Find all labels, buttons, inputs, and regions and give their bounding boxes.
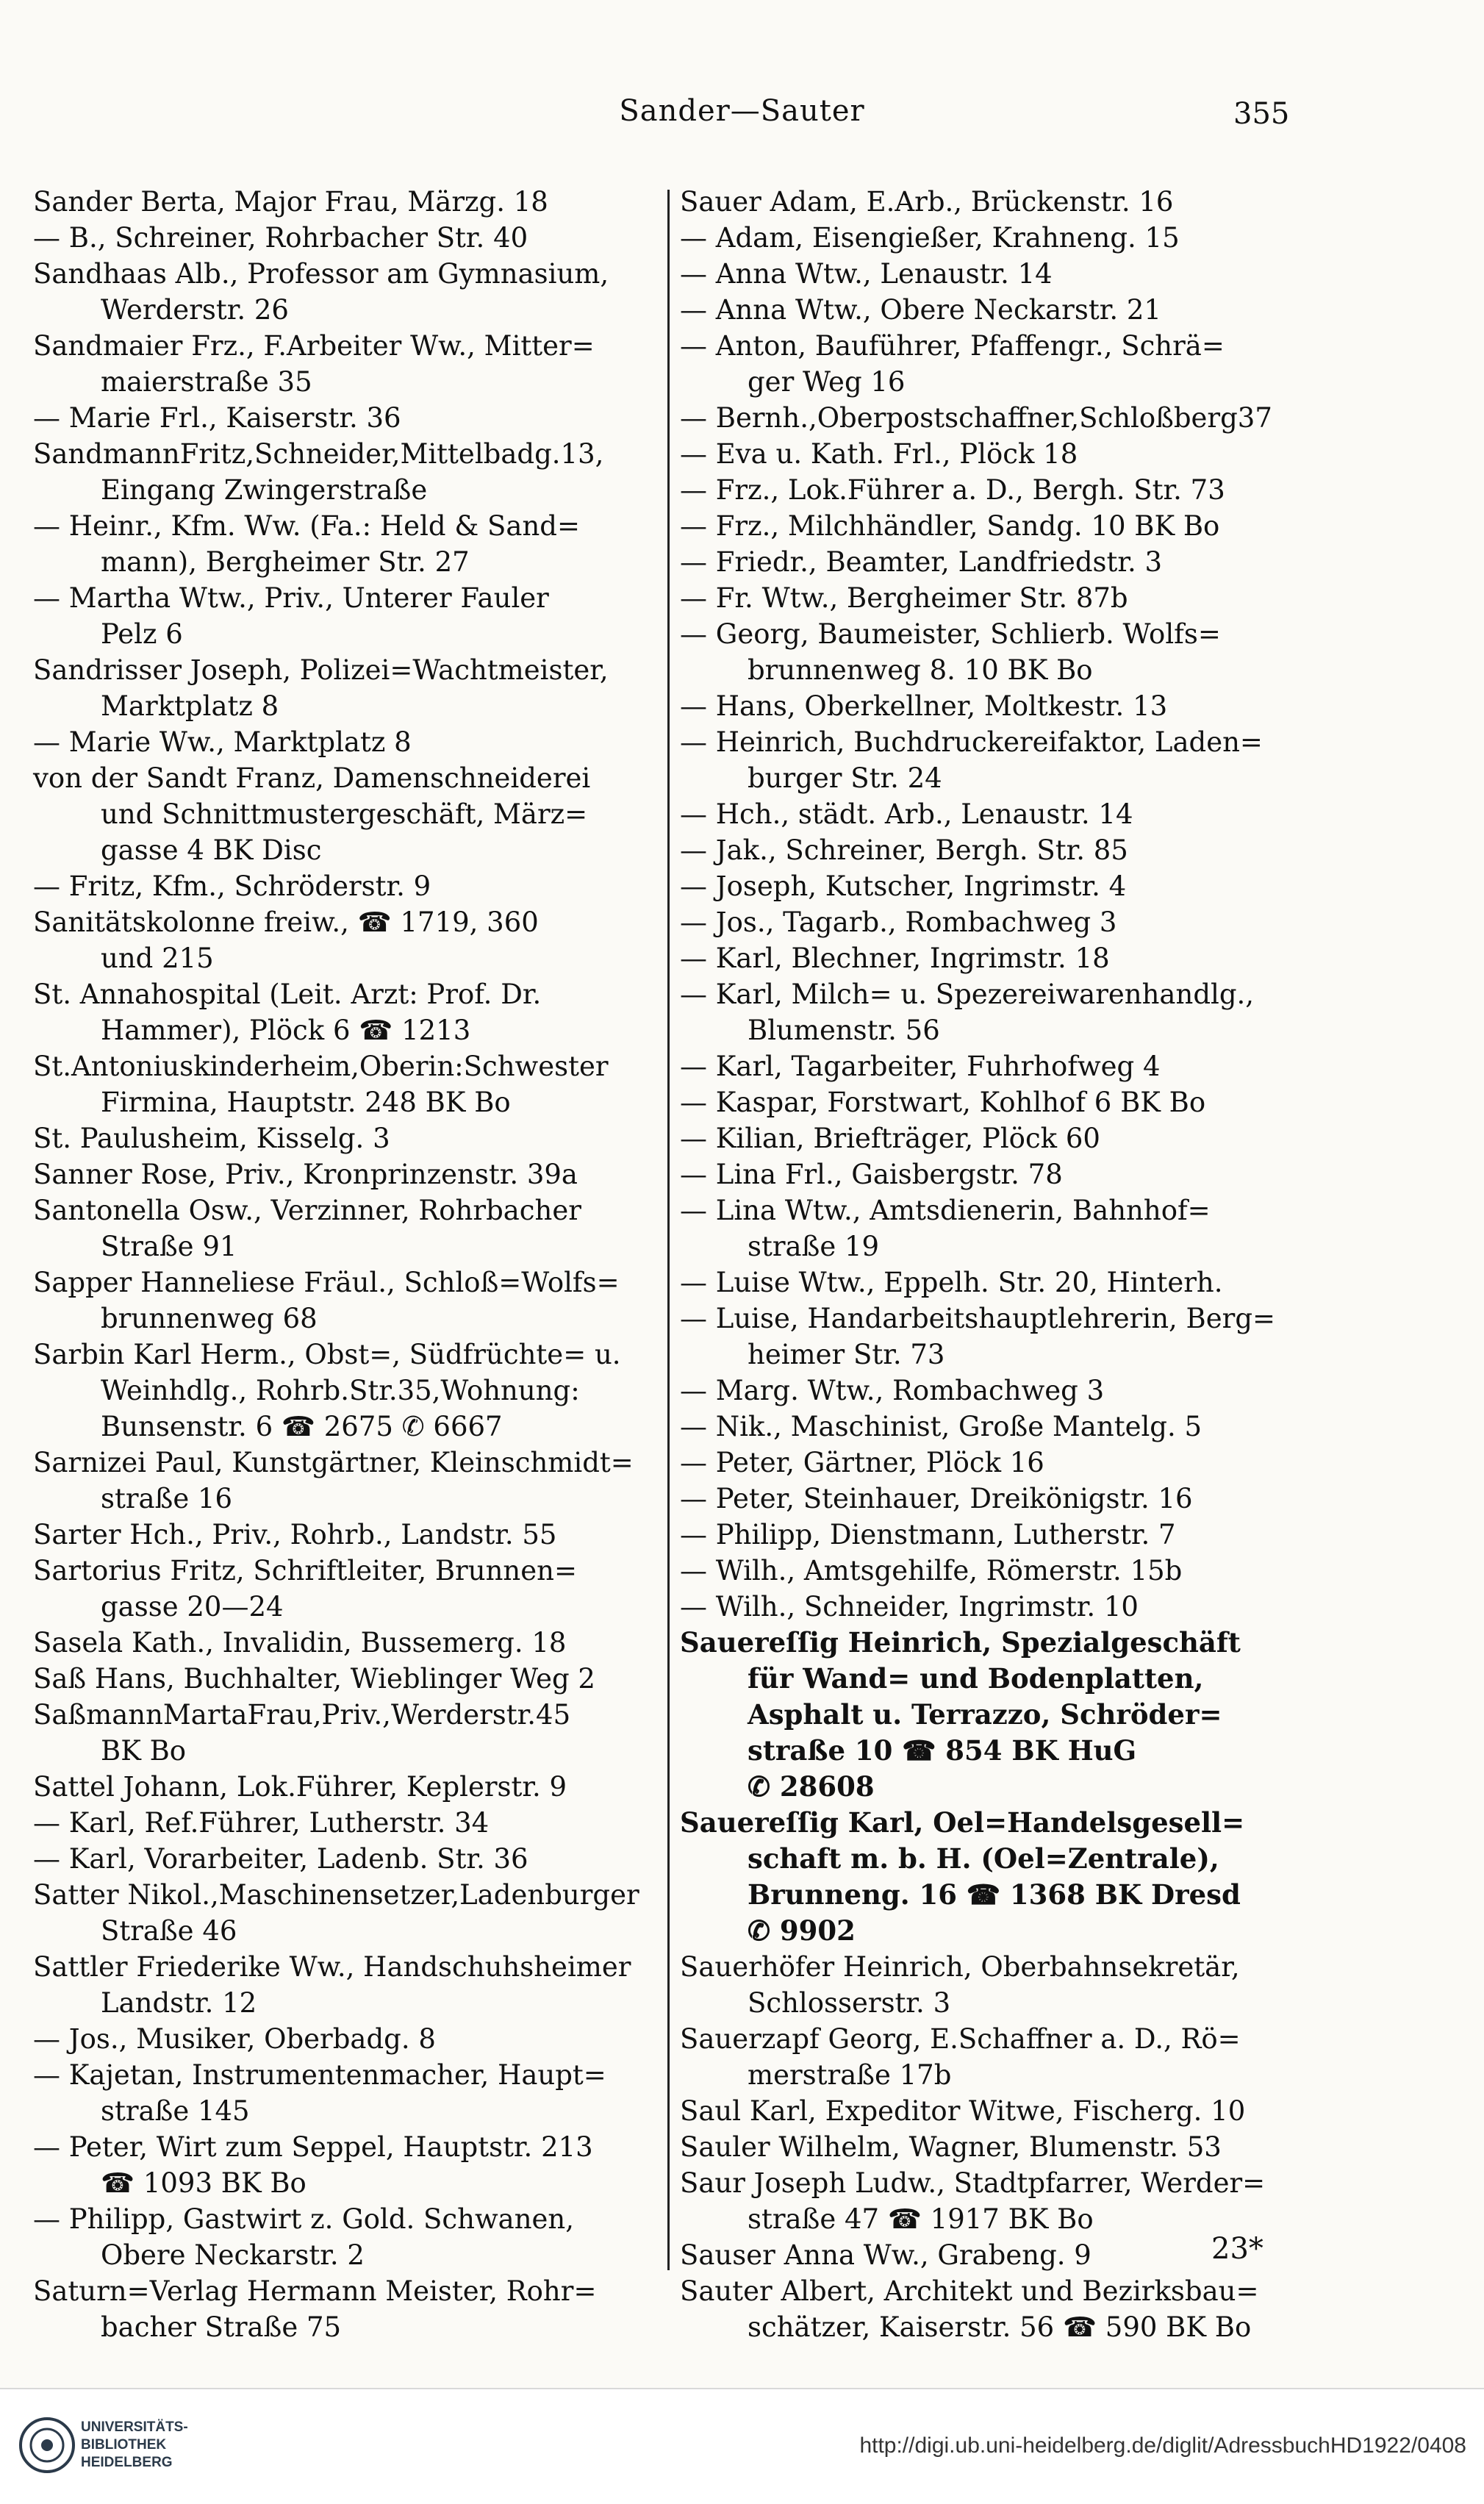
entry-continuation-line: straße 16 [101,1483,233,1514]
entry-line: — Kilian, Briefträger, Plöck 60 [680,1123,1100,1154]
directory-entry [680,904,1319,940]
entry-line: SaßmannMartaFrau,Priv.,Werderstr.45 [33,1699,571,1731]
entry-line: — Wilh., Amtsgehilfe, Römerstr. 15b [680,1555,1183,1587]
directory-entry [680,1120,1319,1156]
entry-line: — Fr. Wtw., Bergheimer Str. 87b [680,582,1128,614]
entry-line: — Luise Wtw., Eppelh. Str. 20, Hinterh. [680,1267,1223,1298]
directory-entry [33,2021,680,2057]
entry-continuation-line: Asphalt u. Terrazzo, Schröder= [748,1698,1222,1731]
directory-entry [680,292,1319,328]
entry-continuation-line: Schlosserstr. 3 [748,1987,951,2019]
entry-line: — Joseph, Kutscher, Ingrimstr. 4 [680,870,1127,902]
entry-line: Sandmaier Frz., F.Arbeiter Ww., Mitter= [33,330,595,362]
entry-continuation-line: und 215 [101,942,214,974]
directory-entry [680,1625,1319,1805]
entry-continuation-line: Werderstr. 26 [101,294,289,326]
entry-line: — Fritz, Kfm., Schröderstr. 9 [33,870,431,902]
directory-entry [680,796,1319,832]
directory-entry [680,1445,1319,1481]
entry-continuation-line: ✆ 28608 [748,1770,875,1803]
entry-line: Sauerzapf Georg, E.Schaffner a. D., Rö= [680,2023,1241,2055]
running-header-title: Sander—Sauter [619,94,865,128]
entry-line: — Karl, Vorarbeiter, Ladenb. Str. 36 [33,1843,528,1875]
directory-entry [680,832,1319,868]
directory-entry [33,1120,680,1156]
entry-continuation-line: und Schnittmustergeschäft, März= [101,798,588,830]
entry-line: Sattel Johann, Lok.Führer, Keplerstr. 9 [33,1771,567,1803]
entry-line: Sarter Hch., Priv., Rohrb., Landstr. 55 [33,1519,557,1550]
directory-entry [680,472,1319,508]
entry-continuation-line: straße 10 ☎ 854 BK HuG [748,1734,1137,1767]
directory-entry [680,2021,1319,2093]
directory-entry [680,508,1319,544]
entry-continuation-line: Bunsenstr. 6 ☎ 2675 ✆ 6667 [101,1411,503,1442]
directory-entry [680,724,1319,796]
directory-entry [33,184,680,220]
entry-line: — Frz., Lok.Führer a. D., Bergh. Str. 73 [680,474,1225,506]
entry-continuation-line: brunnenweg 8. 10 BK Bo [748,654,1093,686]
entry-line: — Jak., Schreiner, Bergh. Str. 85 [680,834,1128,866]
directory-entry [33,1337,680,1445]
entry-continuation-line: für Wand= und Bodenplatten, [748,1662,1204,1695]
entry-line: — Friedr., Beamter, Landfriedstr. 3 [680,546,1163,578]
directory-entry [680,1949,1319,2021]
directory-entry [33,2057,680,2129]
directory-entry [33,1769,680,1805]
entry-continuation-line: bacher Straße 75 [101,2311,342,2343]
entry-continuation-line: Pelz 6 [101,618,183,650]
entry-line: Sauser Anna Ww., Grabeng. 9 [680,2239,1092,2271]
entry-line: Sander Berta, Major Frau, Märzg. 18 [33,186,548,218]
entry-line: — Anna Wtw., Lenaustr. 14 [680,258,1053,290]
entry-continuation-line: Hammer), Plöck 6 ☎ 1213 [101,1015,471,1046]
directory-entry [33,2273,680,2345]
entry-continuation-line: Straße 91 [101,1231,237,1262]
entry-line: — Peter, Gärtner, Plöck 16 [680,1447,1044,1478]
directory-entry [680,2129,1319,2165]
entry-continuation-line: BK Bo [101,1735,187,1767]
library-logo-text: UNIVERSITÄTS- BIBLIOTHEK HEIDELBERG [81,2419,188,2470]
directory-entry [33,1877,680,1949]
directory-entry [680,1517,1319,1553]
entry-line: — Martha Wtw., Priv., Unterer Fauler [33,582,549,614]
entry-continuation-line: merstraße 17b [748,2059,952,2091]
entry-line: Sanner Rose, Priv., Kronprinzenstr. 39a [33,1159,578,1190]
entry-line: von der Sandt Franz, Damenschneiderei [33,762,591,794]
directory-entry [33,1697,680,1769]
entry-line: — Jos., Musiker, Oberbadg. 8 [33,2023,436,2055]
entry-line: Saul Karl, Expeditor Witwe, Fischerg. 10 [680,2095,1246,2127]
directory-entry [680,1264,1319,1301]
entry-line: — Nik., Maschinist, Große Mantelg. 5 [680,1411,1202,1442]
entry-continuation-line: Weinhdlg., Rohrb.Str.35,Wohnung: [101,1375,580,1406]
directory-entry [33,724,680,760]
entry-continuation-line: Eingang Zwingerstraße [101,474,428,506]
directory-entry [33,1625,680,1661]
directory-entry [33,400,680,436]
entry-continuation-line: schaft m. b. H. (Oel=Zentrale), [748,1842,1219,1875]
page-number: 355 [1233,97,1290,131]
entry-continuation-line: ✆ 9902 [748,1914,856,1947]
directory-entry [33,436,680,508]
directory-entry [33,1553,680,1625]
directory-entry [680,1409,1319,1445]
entry-line: — Hch., städt. Arb., Lenaustr. 14 [680,798,1133,830]
entry-continuation-line: straße 19 [748,1231,880,1262]
entry-line: — Peter, Steinhauer, Dreikönigstr. 16 [680,1483,1193,1514]
directory-entry [680,1301,1319,1373]
entry-line: St.Antoniuskinderheim,Oberin:Schwester [33,1051,609,1082]
entry-line: — Georg, Baumeister, Schlierb. Wolfs= [680,618,1221,650]
entry-line: — Wilh., Schneider, Ingrimstr. 10 [680,1591,1139,1623]
directory-entry [33,760,680,868]
directory-entry [33,652,680,724]
entry-line: — Peter, Wirt zum Seppel, Hauptstr. 213 [33,2131,593,2163]
directory-entry [33,904,680,976]
entry-line: Sapper Hanneliese Fräul., Schloß=Wolfs= [33,1267,620,1298]
entry-line: — Karl, Ref.Führer, Lutherstr. 34 [33,1807,490,1839]
entry-line: — Karl, Blechner, Ingrimstr. 18 [680,942,1110,974]
entry-continuation-line: Landstr. 12 [101,1987,257,2019]
entry-continuation-line: maierstraße 35 [101,366,312,398]
entry-line: St. Paulusheim, Kisselg. 3 [33,1123,390,1154]
entry-line: — Heinr., Kfm. Ww. (Fa.: Held & Sand= [33,510,580,542]
directory-entry [680,256,1319,292]
entry-line: — Lina Wtw., Amtsdienerin, Bahnhof= [680,1195,1211,1226]
directory-entry [680,1373,1319,1409]
entry-continuation-line: heimer Str. 73 [748,1339,945,1370]
directory-entry [680,580,1319,616]
directory-entry [680,2165,1319,2237]
entry-line: — Frz., Milchhändler, Sandg. 10 BK Bo [680,510,1220,542]
entry-line: Sauer Adam, E.Arb., Brückenstr. 16 [680,186,1174,218]
entry-continuation-line: schätzer, Kaiserstr. 56 ☎ 590 BK Bo [748,2311,1252,2343]
directory-entry [680,1156,1319,1192]
entry-continuation-line: brunnenweg 68 [101,1303,318,1334]
directory-entry [33,220,680,256]
university-seal-icon [18,2416,76,2475]
entry-continuation-line: straße 145 [101,2095,250,2127]
entry-line: — Marg. Wtw., Rombachweg 3 [680,1375,1105,1406]
directory-entry [680,2273,1319,2345]
entry-line: — Lina Frl., Gaisbergstr. 78 [680,1159,1063,1190]
entry-line: Santonella Osw., Verzinner, Rohrbacher [33,1195,581,1226]
directory-entry [680,544,1319,580]
directory-entry [33,1841,680,1877]
directory-entry [33,1264,680,1337]
directory-entry [33,1156,680,1192]
entry-line: Satter Nikol.,Maschinensetzer,Ladenburger [33,1879,639,1911]
directory-entry [33,256,680,328]
directory-entry [680,616,1319,688]
entry-line: — Anna Wtw., Obere Neckarstr. 21 [680,294,1161,326]
entry-line: — Eva u. Kath. Frl., Plöck 18 [680,438,1078,470]
entry-line: Sasela Kath., Invalidin, Bussemerg. 18 [33,1627,567,1659]
directory-entry [680,976,1319,1048]
directory-entry [33,1949,680,2021]
entry-line: Sauter Albert, Architekt und Bezirksbau= [680,2275,1259,2307]
entry-line: — Kaspar, Forstwart, Kohlhof 6 BK Bo [680,1087,1206,1118]
entry-line: Sanitätskolonne freiw., ☎ 1719, 360 [33,906,539,938]
entry-continuation-line: ger Weg 16 [748,366,906,398]
entry-continuation-line: Brunneng. 16 ☎ 1368 BK Dresd [748,1878,1241,1911]
entry-line: Sauereſſig Heinrich, Spezialgeschäft [680,1626,1241,1659]
column-divider [667,190,670,2270]
entry-line: — Karl, Milch= u. Spezereiwarenhandlg., [680,979,1255,1010]
directory-entry [680,1192,1319,1264]
entry-line: — Hans, Oberkellner, Moltkestr. 13 [680,690,1168,722]
entry-continuation-line: ☎ 1093 BK Bo [101,2167,307,2199]
entry-continuation-line: gasse 20—24 [101,1591,284,1623]
directory-entry [33,1661,680,1697]
entry-line: — Adam, Eisengießer, Krahneng. 15 [680,222,1180,254]
entry-line: Sattler Friederike Ww., Handschuhsheimer [33,1951,631,1983]
entry-line: Sandhaas Alb., Professor am Gymnasium, [33,258,609,290]
entry-line: — Marie Ww., Marktplatz 8 [33,726,412,758]
entry-line: — Kajetan, Instrumentenmacher, Haupt= [33,2059,606,2091]
directory-entry [680,940,1319,976]
directory-entry [680,400,1319,436]
entry-line: — Heinrich, Buchdruckereifaktor, Laden= [680,726,1263,758]
directory-entry [680,1084,1319,1120]
entry-line: — Marie Frl., Kaiserstr. 36 [33,402,401,434]
entry-line: — B., Schreiner, Rohrbacher Str. 40 [33,222,528,254]
directory-entry [33,976,680,1048]
entry-line: — Luise, Handarbeitshauptlehrerin, Berg= [680,1303,1276,1334]
library-footer [0,2388,1484,2504]
directory-entry [680,220,1319,256]
signature-mark: 23* [1211,2232,1263,2266]
directory-entry [33,1445,680,1517]
entry-continuation-line: gasse 4 BK Disc [101,834,322,866]
directory-entry [33,580,680,652]
directory-entry [680,1589,1319,1625]
directory-entry [33,1192,680,1264]
entry-line: St. Annahospital (Leit. Arzt: Prof. Dr. [33,979,542,1010]
directory-entry [680,868,1319,904]
entry-line: Sartorius Fritz, Schriftleiter, Brunnen= [33,1555,577,1587]
directory-entry [680,1481,1319,1517]
directory-entry [33,1517,680,1553]
entry-line: — Bernh.,Oberpostschaffner,Schloßberg37 [680,402,1272,434]
entry-line: Sauerhöfer Heinrich, Oberbahnsekretär, [680,1951,1240,1983]
directory-entry [680,436,1319,472]
entry-line: — Karl, Tagarbeiter, Fuhrhofweg 4 [680,1051,1161,1082]
directory-entry [680,688,1319,724]
entry-line: Sarbin Karl Herm., Obst=, Südfrüchte= u. [33,1339,621,1370]
entry-continuation-line: Blumenstr. 56 [748,1015,940,1046]
entry-continuation-line: mann), Bergheimer Str. 27 [101,546,470,578]
directory-entry [680,1553,1319,1589]
directory-entry [680,1048,1319,1084]
directory-entry [680,2093,1319,2129]
entry-line: Saturn=Verlag Hermann Meister, Rohr= [33,2275,597,2307]
entry-line: — Philipp, Dienstmann, Lutherstr. 7 [680,1519,1176,1550]
entry-continuation-line: Obere Neckarstr. 2 [101,2239,365,2271]
entry-line: SandmannFritz,Schneider,Mittelbadg.13, [33,438,604,470]
directory-entry [33,328,680,400]
entry-continuation-line: straße 47 ☎ 1917 BK Bo [748,2203,1094,2235]
directory-entry [33,508,680,580]
entry-continuation-line: Firmina, Hauptstr. 248 BK Bo [101,1087,511,1118]
directory-entry [33,2201,680,2273]
directory-entry [680,328,1319,400]
entry-line: — Anton, Bauführer, Pfaffengr., Schrä= [680,330,1225,362]
entry-line: Saur Joseph Ludw., Stadtpfarrer, Werder= [680,2167,1266,2199]
directory-entry [33,1048,680,1120]
directory-entry [33,868,680,904]
source-url-link[interactable]: http://digi.ub.uni-heidelberg.de/diglit/AdressbuchHD1922/0408 [859,2433,1466,2458]
entry-continuation-line: Straße 46 [101,1915,237,1947]
directory-entry [33,1805,680,1841]
right-column [680,184,1319,2345]
entry-line: — Philipp, Gastwirt z. Gold. Schwanen, [33,2203,575,2235]
entry-line: Sauler Wilhelm, Wagner, Blumenstr. 53 [680,2131,1222,2163]
left-column [33,184,680,2345]
entry-line: Sandrisser Joseph, Polizei=Wachtmeister, [33,654,609,686]
directory-entry [680,184,1319,220]
entry-continuation-line: burger Str. 24 [748,762,942,794]
directory-entry [680,1805,1319,1949]
entry-line: Sauereſſig Karl, Oel=Handelsgesell= [680,1806,1245,1839]
entry-line: Sarnizei Paul, Kunstgärtner, Kleinschmidt= [33,1447,634,1478]
entry-continuation-line: Marktplatz 8 [101,690,279,722]
entry-line: Saß Hans, Buchhalter, Wieblinger Weg 2 [33,1663,595,1695]
entry-line: — Jos., Tagarb., Rombachweg 3 [680,906,1117,938]
directory-entry [33,2129,680,2201]
